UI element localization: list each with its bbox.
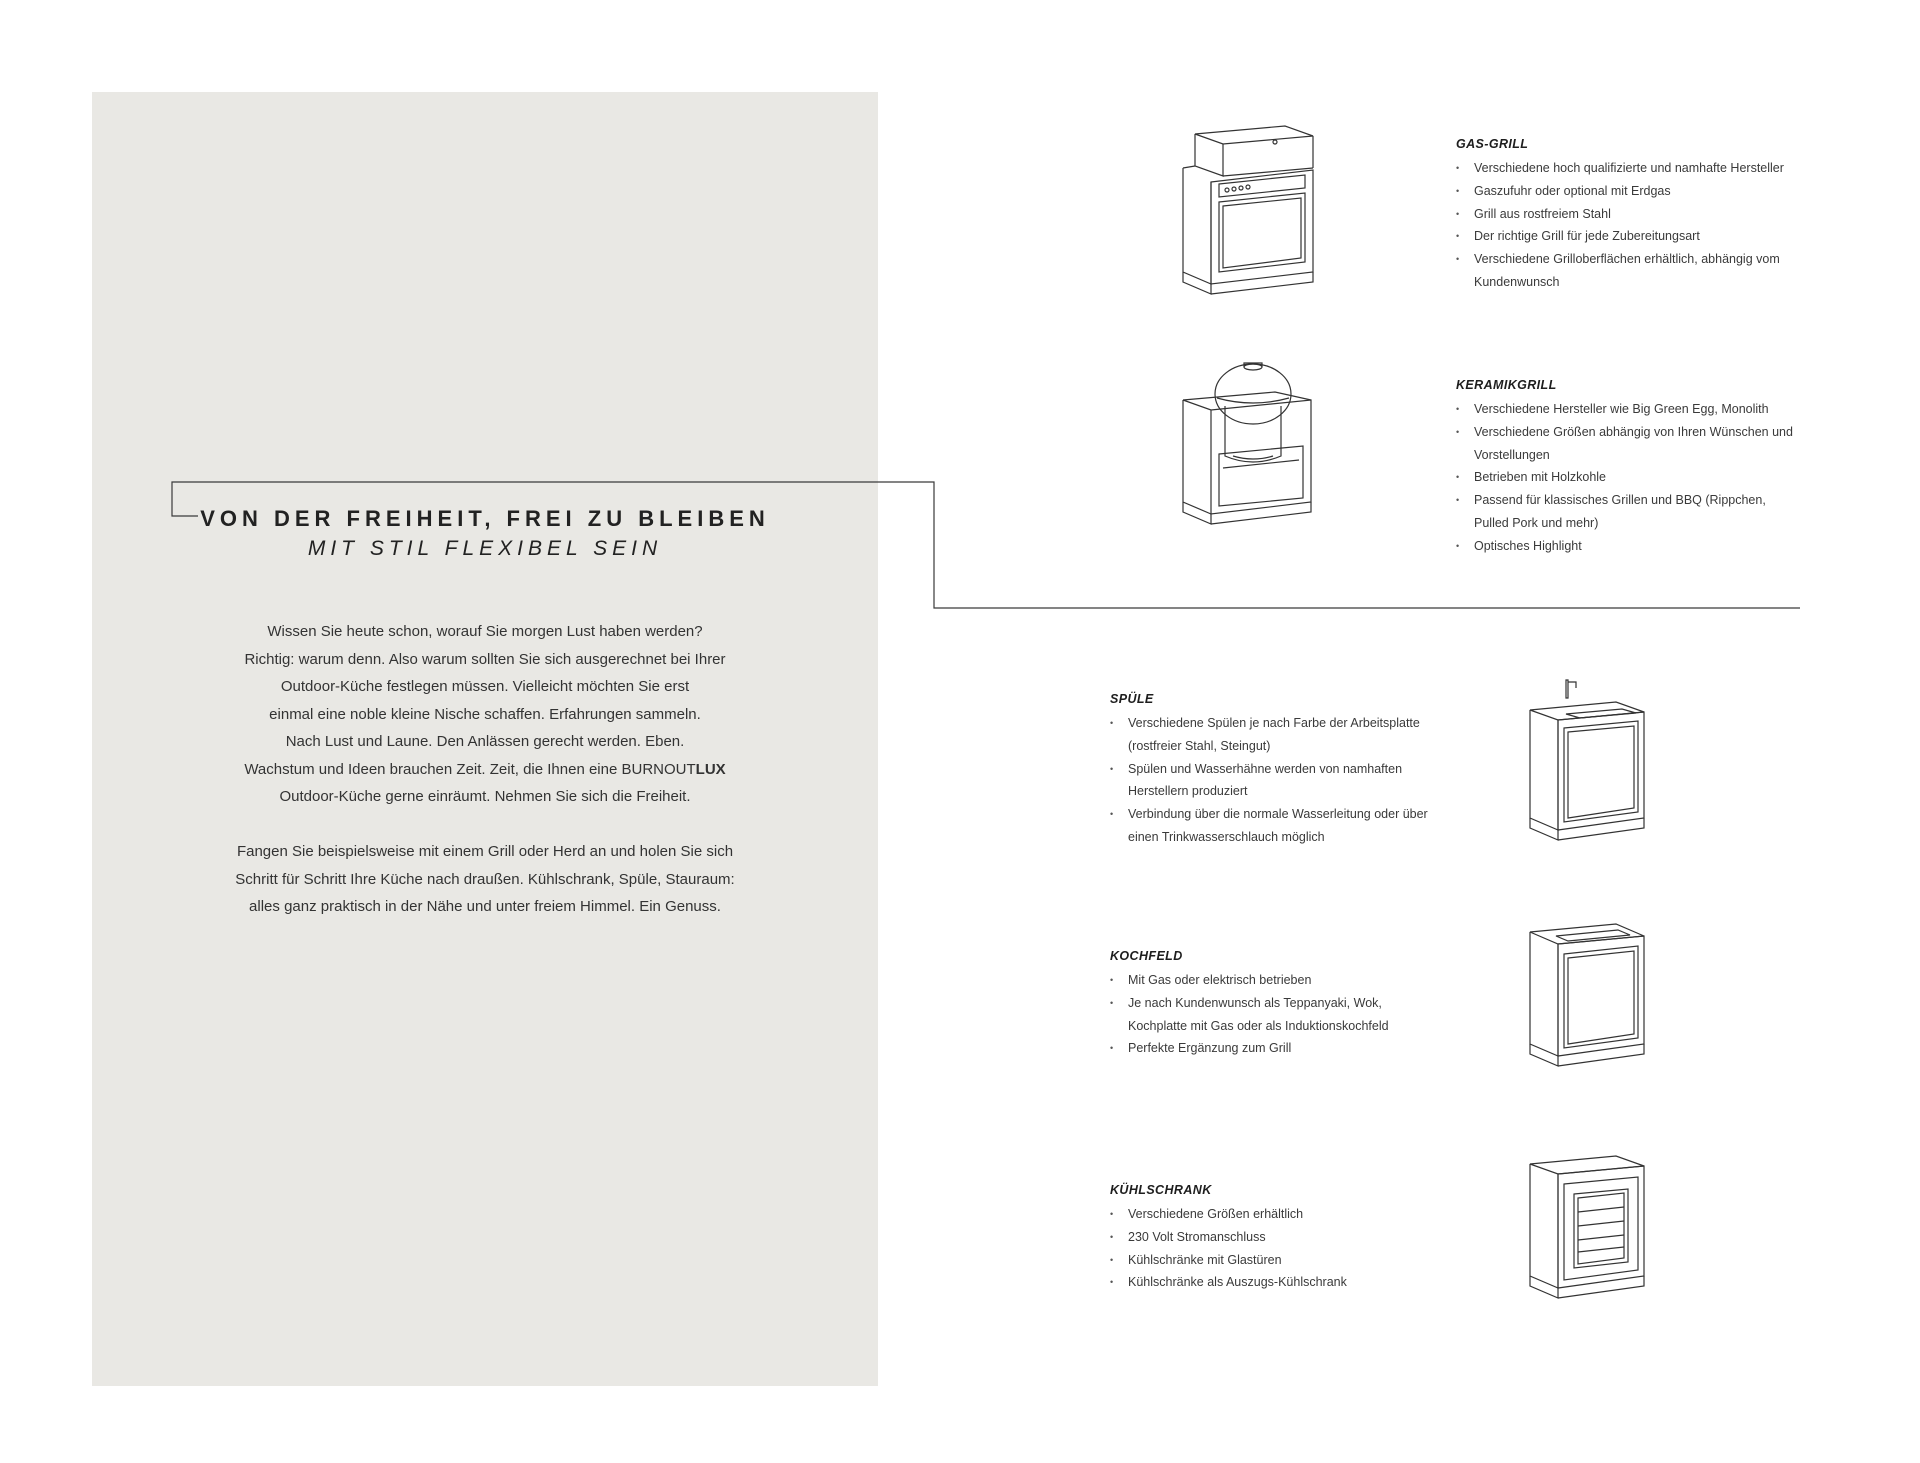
fridge-cabinet-icon bbox=[1522, 1150, 1652, 1315]
feature-item: • Kühlschränke mit Glastüren bbox=[1110, 1249, 1440, 1272]
feature-item: • Gaszufuhr oder optional mit Erdgas bbox=[1456, 180, 1836, 203]
feature-list bbox=[1110, 1203, 1440, 1294]
feature-list bbox=[1110, 712, 1435, 849]
product-gas-grill bbox=[1456, 137, 1836, 294]
feature-item: • Perfekte Ergänzung zum Grill bbox=[1110, 1037, 1420, 1060]
headline-title: VON DER FREIHEIT, FREI ZU BLEIBEN bbox=[200, 506, 770, 531]
product-title: KERAMIKGRILL bbox=[1456, 378, 1557, 392]
feature-item: • 230 Volt Stromanschluss bbox=[1110, 1226, 1440, 1249]
feature-item: • Mit Gas oder elektrisch betrieben bbox=[1110, 969, 1420, 992]
intro-line: Schritt für Schritt Ihre Küche nach draußen. Kühlschrank, Spüle, Stauraum: bbox=[235, 870, 735, 888]
product-title: KÜHLSCHRANK bbox=[1110, 1183, 1212, 1197]
intro-line-text: Wachstum und Ideen brauchen Zeit. Zeit, die Ihnen eine BURNOUT bbox=[244, 760, 696, 778]
feature-item: • Verschiedene Hersteller wie Big Green Egg, Monolith bbox=[1456, 398, 1801, 421]
product-keramikgrill bbox=[1456, 378, 1836, 558]
product-title: KOCHFELD bbox=[1110, 949, 1183, 963]
intro-paragraph-1 bbox=[200, 618, 770, 811]
feature-item: • Passend für klassisches Grillen und BBQ (Rippchen, Pulled Pork und mehr) bbox=[1456, 489, 1801, 535]
feature-item: • Spülen und Wasserhähne werden von namhaften Herstellern produziert bbox=[1110, 758, 1410, 804]
intro-line: Nach Lust und Laune. Den Anlässen gerecht werden. Eben. bbox=[285, 733, 685, 750]
intro-line: Wissen Sie heute schon, worauf Sie morgen Lust haben werden? bbox=[267, 623, 703, 640]
intro-line: Outdoor-Küche gerne einräumt. Nehmen Sie sich die Freiheit. bbox=[279, 788, 691, 805]
feature-item: • Verschiedene Größen erhältlich bbox=[1110, 1203, 1440, 1226]
feature-item: • Je nach Kundenwunsch als Teppanyaki, Wok, Kochplatte mit Gas oder als Induktionskochfeld bbox=[1110, 992, 1420, 1038]
cooktop-cabinet-icon bbox=[1522, 918, 1652, 1078]
feature-list bbox=[1456, 157, 1836, 294]
intro-line: Richtig: warum denn. Also warum sollten Sie sich ausgerechnet bei Ihrer bbox=[244, 650, 726, 668]
intro-paragraph-2 bbox=[200, 838, 770, 921]
feature-list bbox=[1110, 969, 1420, 1060]
brand-suffix: LUX bbox=[695, 760, 726, 778]
intro-line: alles ganz praktisch in der Nähe und unter freiem Himmel. Ein Genuss. bbox=[249, 898, 721, 915]
feature-item: • Grill aus rostfreiem Stahl bbox=[1456, 203, 1836, 226]
feature-item: • Verschiedene Spülen je nach Farbe der Arbeitsplatte (rostfreier Stahl, Steingut) bbox=[1110, 712, 1435, 758]
feature-list bbox=[1456, 398, 1801, 558]
product-title: GAS-GRILL bbox=[1456, 137, 1529, 151]
product-spuele bbox=[1110, 692, 1440, 849]
sink-cabinet-icon bbox=[1522, 678, 1652, 853]
product-title: SPÜLE bbox=[1110, 692, 1154, 706]
headline-subtitle: MIT STIL FLEXIBEL SEIN bbox=[307, 537, 663, 560]
intro-line: Outdoor-Küche festlegen müssen. Vielleicht möchten Sie erst bbox=[280, 678, 690, 695]
feature-item: • Betrieben mit Holzkohle bbox=[1456, 466, 1801, 489]
intro-line: einmal eine noble kleine Nische schaffen. Erfahrungen sammeln. bbox=[269, 705, 701, 723]
feature-item: • Der richtige Grill für jede Zubereitungsart bbox=[1456, 225, 1836, 248]
ceramic-grill-cabinet-icon bbox=[1175, 356, 1325, 536]
feature-item: • Verschiedene hoch qualifizierte und namhafte Hersteller bbox=[1456, 157, 1836, 180]
feature-item: • Optisches Highlight bbox=[1456, 535, 1801, 558]
intro-line bbox=[200, 756, 770, 784]
gas-grill-cabinet-icon bbox=[1175, 122, 1325, 302]
feature-item: • Kühlschränke als Auszugs-Kühlschrank bbox=[1110, 1271, 1440, 1294]
product-kuehlschrank bbox=[1110, 1183, 1440, 1294]
feature-item: • Verschiedene Größen abhängig von Ihren Wünschen und Vorstellungen bbox=[1456, 421, 1801, 467]
intro-line: Fangen Sie beispielsweise mit einem Grill oder Herd an und holen Sie sich bbox=[236, 843, 734, 860]
feature-item: • Verbindung über die normale Wasserleitung oder über einen Trinkwasserschlauch möglich bbox=[1110, 803, 1430, 849]
feature-item: • Verschiedene Grilloberflächen erhältlich, abhängig vom Kundenwunsch bbox=[1456, 248, 1786, 294]
product-kochfeld bbox=[1110, 949, 1440, 1060]
